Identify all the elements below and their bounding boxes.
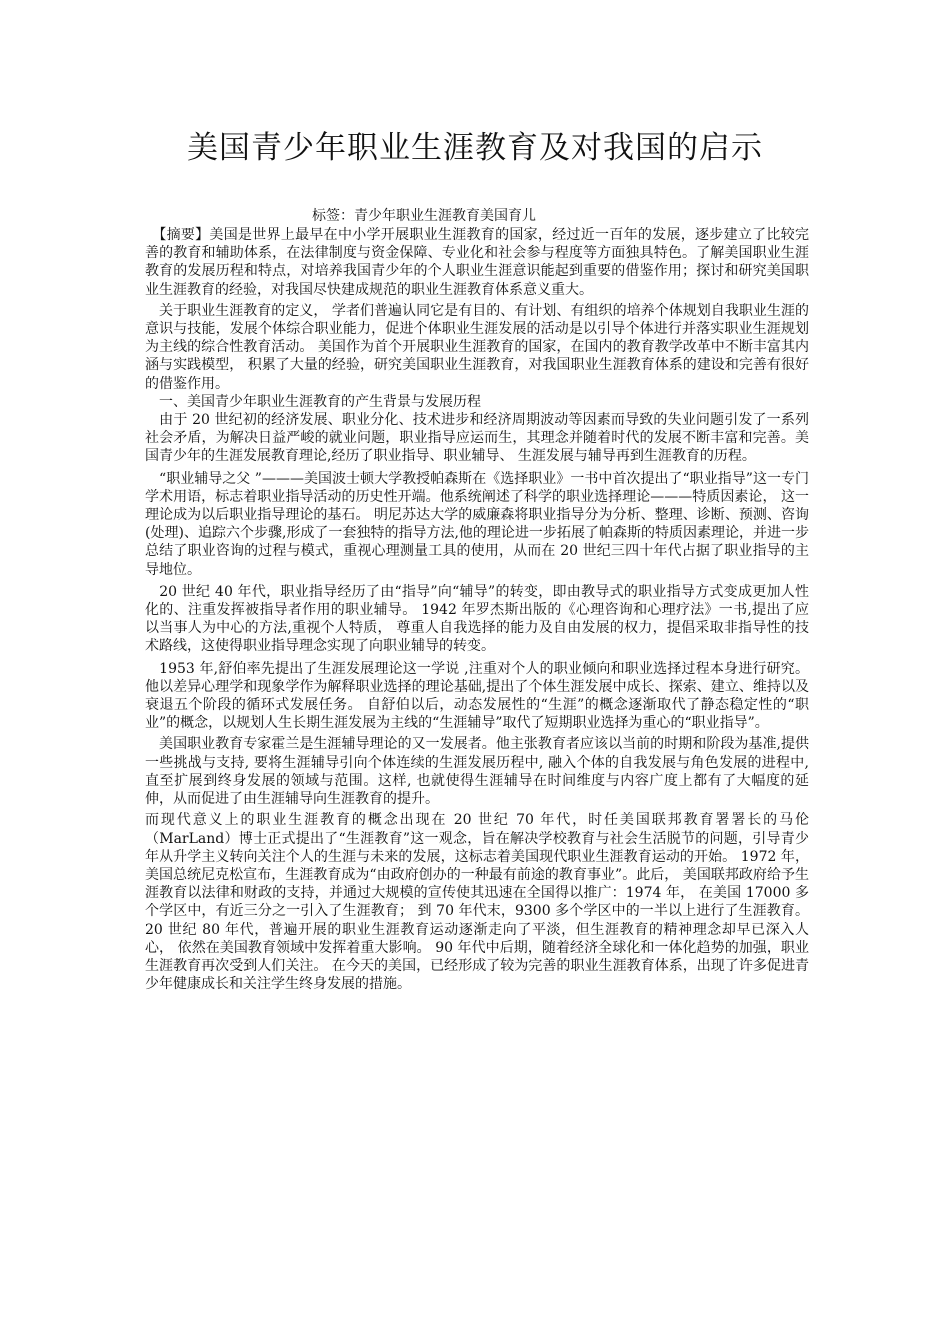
abstract-paragraph: 【摘要】美国是世界上最早在中小学开展职业生涯教育的国家，经过近一百年的发展，逐步建立了比较完善的教育和辅助体系，在法律制度与资金保障、专业化和社会参与程度等方面独具特色。了解美国职业生涯教育的发展历程和特点，对培养我国青少年的个人职业生涯意识能起到重要的借鉴作用；探讨和研究美国职业生涯教育的经验，对我国尽快建成规范的职业生涯教育体系意义重大。 (145, 227, 809, 298)
body-paragraph: 由于 20 世纪初的经济发展、职业分化、技术进步和经济周期波动等因素而导致的失业问题引发了一系列社会矛盾，为解决日益严峻的就业问题，职业指导应运而生，其理念并随着时代的发展不断丰富和完善。美国青少年的生涯发展教育理论,经历了职业指导、职业辅导、 生涯发展与辅导再到生涯教育的历程。 (145, 412, 809, 465)
body-paragraph: 1953 年,舒伯率先提出了生涯发展理论这一学说 ,注重对个人的职业倾向和职业选择过程本身进行研究。他以差异心理学和现象学作为解释职业选择的理论基础,提出了个体生涯发展中成长、探索、建立、维持以及衰退五个阶段的循环式发展任务。 自舒伯以后，动态发展性的“生涯”的概念逐渐取代了静态稳定性的“职业”的概念，以规划人生长期生涯发展为主线的“生涯辅导”取代了短期职业选择为重心的“职业指导”。 (145, 660, 809, 732)
body-paragraph: 美国职业教育专家霍兰是生涯辅导理论的又一发展者。他主张教育者应该以当前的时期和阶段为基准,提供一些挑战与支持, 要将生涯辅导引向个体连续的生涯发展历程中, 融入个体的自我发展与角色发展的进程中, 直至扩展到终身发展的领域与范围。这样, 也就使得生涯辅导在时间维度与内容广度上都有了大幅度的延伸，从而促进了由生涯辅导向生涯教育的提升。 (145, 736, 809, 808)
body-paragraph: “职业辅导之父 ”———美国波士顿大学教授帕森斯在《选择职业》一书中首次提出了“职业指导”这一专门学术用语，标志着职业指导活动的历史性开端。他系统阐述了科学的职业选择理论———特质因素论， 这一理论成为以后职业指导理论的基石。 明尼苏达大学的威廉森将职业指导分为分析、整理、诊断、预测、咨询(处理)、追踪六个步骤,形成了一套独特的指导方法,他的理论进一步拓展了帕森斯的特质因素理论，并进一步总结了职业咨询的过程与模式，重视心理测量工具的使用，从而在 20 世纪三四十年代占据了职业指导的主导地位。 (145, 470, 809, 578)
document-title: 美国青少年职业生涯教育及对我国的启示 (187, 130, 763, 166)
body-paragraph: 而现代意义上的职业生涯教育的概念出现在 20 世纪 70 年代，时任美国联邦教育署署长的马伦（MarLand）博士正式提出了“生涯教育”这一观念，旨在解决学校教育与社会生活脱节的问题，引导青少年从升学主义转向关注个人的生涯与未来的发展，这标志着美国现代职业生涯教育运动的开始。 1972 年，美国总统尼克松宣布，生涯教育成为“由政府创办的一种最有前途的教育事业”。此后， 美国联邦政府给予生涯教育以法律和财政的支持，并通过大规模的宣传使其迅速在全国得以推广：1974 年， 在美国 17000 多个学区中，有近三分之一引入了生涯教育； 到 70 年代末，9300 多个学区中的一半以上进行了生涯教育。 20 世纪 80 年代，普遍开展的职业生涯教育运动逐渐走向了平淡，但生涯教育的精神理念却早已深入人心， 依然在美国教育领域中发挥着重大影响。 90 年代中后期，随着经济全球化和一体化趋势的加强，职业生涯教育再次受到人们关注。 在今天的美国，已经形成了较为完善的职业生涯教育体系，出现了许多促进青少年健康成长和关注学生终身发展的措施。 (145, 812, 809, 993)
body-paragraph: 关于职业生涯教育的定义， 学者们普遍认同它是有目的、有计划、有组织的培养个体规划自我职业生涯的意识与技能，发展个体综合职业能力，促进个体职业生涯发展的活动是以引导个体进行并落实职业生涯规划为主线的综合性教育活动。 美国作为首个开展职业生涯教育的国家，在国内的教育教学改革中不断丰富其内涵与实践模型， 积累了大量的经验，研究美国职业生涯教育，对我国职业生涯教育体系的建设和完善有很好的借鉴作用。 (145, 302, 809, 392)
section-heading: 一、美国青少年职业生涯教育的产生背景与发展历程 (145, 393, 481, 410)
document-tags: 标签：青少年职业生涯教育美国育儿 (312, 208, 536, 224)
document-body (145, 226, 809, 993)
body-paragraph: 20 世纪 40 年代，职业指导经历了由“指导”向“辅导”的转变，即由教导式的职业指导方式变成更加人性化的、注重发挥被指导者作用的职业辅导。 1942 年罗杰斯出版的《心理咨询和心理疗法》一书,提出了应以当事人为中心的方法,重视个人特质， 尊重人自我选择的能力及自由发展的权力，提倡采取非指导性的技术路线，这使得职业指导理念实现了向职业辅导的转变。 (145, 583, 809, 655)
